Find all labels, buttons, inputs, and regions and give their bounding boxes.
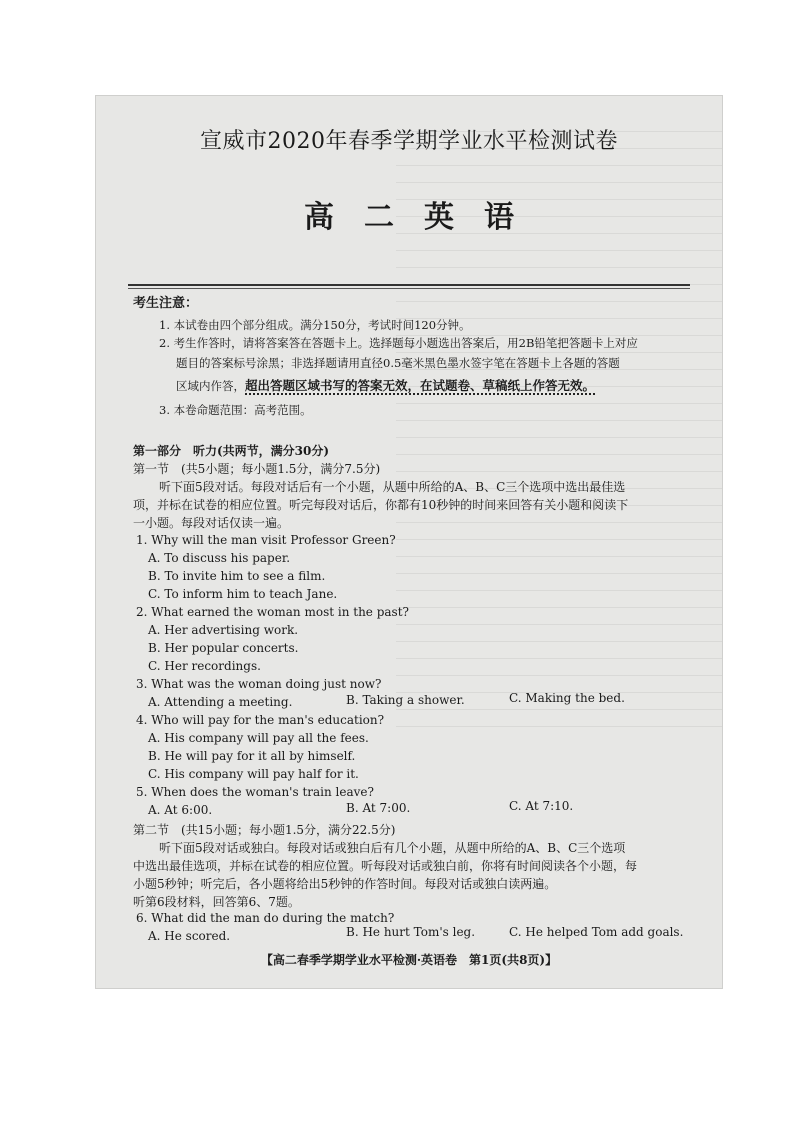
question-1-option-c: C. To inform him to teach Jane. <box>148 587 338 601</box>
question-3-option-a: A. Attending a meeting. <box>148 695 293 709</box>
notice-emphasis: 超出答题区域书写的答案无效，在试题卷、草稿纸上作答无效。 <box>245 378 596 393</box>
question-6-option-c: C. He helped Tom add goals. <box>509 925 684 939</box>
question-6-stem: 6. What did the man do during the match? <box>136 911 395 925</box>
question-6-option-a: A. He scored. <box>148 929 231 943</box>
notice-item-1: 1. 本试卷由四个部分组成。满分150分，考试时间120分钟。 <box>159 318 471 332</box>
question-2-option-a: A. Her advertising work. <box>148 623 299 637</box>
question-2-option-b: B. Her popular concerts. <box>148 641 299 655</box>
section1-instruction-line-1: 听下面5段对话。每段对话后有一个小题，从题中所给的A、B、C三个选项中选出最佳选 <box>159 480 626 494</box>
section1-instruction-line-2: 项，并标在试卷的相应位置。听完每段对话后，你都有10秒钟的时间来回答有关小题和阅读下 <box>133 498 629 512</box>
question-3-option-c: C. Making the bed. <box>509 691 625 705</box>
question-4-option-b: B. He will pay for it all by himself. <box>148 749 356 763</box>
question-5-stem: 5. When does the woman's train leave? <box>136 785 374 799</box>
notice-item-2-line-2: 题目的答案标号涂黑；非选择题请用直径0.5毫米黑色墨水签字笔在答题卡上各题的答题 <box>176 356 620 370</box>
question-4-option-a: A. His company will pay all the fees. <box>148 731 369 745</box>
question-1-stem: 1. Why will the man visit Professor Green? <box>136 533 396 547</box>
question-1-option-b: B. To invite him to see a film. <box>148 569 326 583</box>
section2-instruction-line-3: 小题5秒钟；听完后，各小题将给出5秒钟的作答时间。每段对话或独白读两遍。 <box>133 877 557 891</box>
page-footer: 【高二春季学期学业水平检测·英语卷 第1页(共8页)】 <box>260 953 558 967</box>
section2-instruction-line-1: 听下面5段对话或独白。每段对话或独白后有几个小题，从题中所给的A、B、C三个选项 <box>159 841 626 855</box>
divider-thin <box>128 288 690 289</box>
subject-title: 高二英语 <box>304 200 544 235</box>
section1-heading: 第一节 (共5小题；每小题1.5分，满分7.5分) <box>133 462 381 476</box>
notice-item-2-line-3-prefix: 区域内作答， <box>176 379 245 393</box>
section2-instruction-line-2: 中选出最佳选项，并标在试卷的相应位置。听每段对话或独白前，你将有时间阅读各个小题，每 <box>133 859 638 873</box>
notice-item-2-line-3 <box>176 376 595 394</box>
question-2-stem: 2. What earned the woman most in the past? <box>136 605 409 619</box>
question-5-option-a: A. At 6:00. <box>148 803 213 817</box>
exam-title: 宣威市2020年春季学期学业水平检测试卷 <box>200 129 618 154</box>
section1-instruction-line-3: 一小题。每段对话仅读一遍。 <box>133 516 290 530</box>
question-2-option-c: C. Her recordings. <box>148 659 261 673</box>
question-4-option-c: C. His company will pay half for it. <box>148 767 359 781</box>
notice-item-2-line-1: 2. 考生作答时，请将答案答在答题卡上。选择题每小题选出答案后，用2B铅笔把答题卡上对应 <box>159 336 638 350</box>
question-5-option-b: B. At 7:00. <box>346 801 411 815</box>
notice-item-3: 3. 本卷命题范围：高考范围。 <box>159 403 312 417</box>
question-3-stem: 3. What was the woman doing just now? <box>136 677 382 691</box>
question-1-option-a: A. To discuss his paper. <box>148 551 291 565</box>
question-6-option-b: B. He hurt Tom's leg. <box>346 925 476 939</box>
question-3-option-b: B. Taking a shower. <box>346 693 465 707</box>
divider-thick <box>128 284 690 286</box>
question-5-option-c: C. At 7:10. <box>509 799 574 813</box>
section2-instruction-line-4: 听第6段材料，回答第6、7题。 <box>133 895 300 909</box>
section2-heading: 第二节 (共15小题；每小题1.5分，满分22.5分) <box>133 823 396 837</box>
notice-heading: 考生注意： <box>133 296 199 311</box>
exam-page <box>95 95 723 989</box>
part1-heading: 第一部分 听力(共两节，满分30分) <box>133 444 330 458</box>
question-4-stem: 4. Who will pay for the man's education? <box>136 713 385 727</box>
